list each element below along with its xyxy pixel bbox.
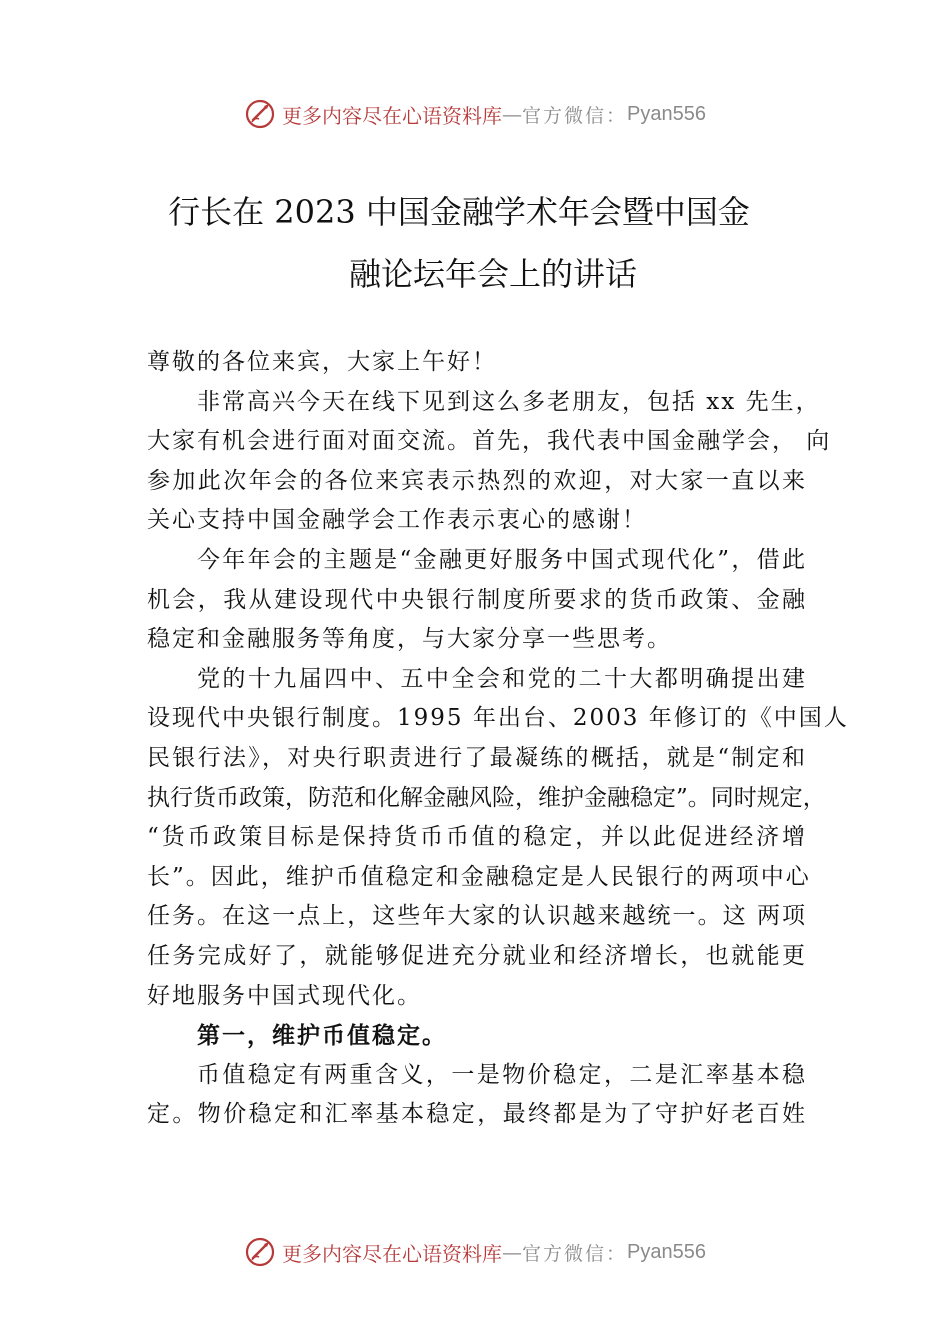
wechat-label: 官方微信： (522, 104, 628, 127)
body-line: 任务完成好了，就能够促进充分就业和经济增长，也就能更 (147, 942, 807, 969)
body-line: 党的十九届四中、五中全会和党的二十大都明确提出建 (197, 665, 807, 692)
document-body (147, 343, 849, 1135)
body-line: 大家有机会进行面对面交流。首先，我代表中国金融学会， 向 (147, 428, 832, 455)
body-line: 今年年会的主题是“金融更好服务中国式现代化”，借此 (197, 546, 807, 573)
header-banner (0, 94, 950, 134)
body-line: 参加此次年会的各位来宾表示热烈的欢迎，对大家一直以来 (147, 467, 807, 494)
library-logo-icon (244, 98, 276, 130)
library-logo-icon (244, 1236, 276, 1268)
library-text: 更多内容尽在心语资料库 (282, 103, 502, 128)
body-line: 币值稳定有两重含义，一是物价稳定，二是汇率基本稳 (197, 1061, 807, 1088)
body-line: 机会，我从建设现代中央银行制度所要求的货币政策、金融 (147, 586, 807, 613)
body-line: 关心支持中国金融学会工作表示衷心的感谢！ (147, 507, 647, 534)
banner-separator: — (502, 1240, 522, 1264)
body-line: 好地服务中国式现代化。 (147, 982, 422, 1009)
body-line: 民银行法》，对央行职责进行了最凝练的概括，就是“制定和 (147, 744, 807, 771)
document-title-line-2: 融论坛年会上的讲话 (348, 255, 637, 293)
section-heading: 第一，维护币值稳定。 (197, 1022, 447, 1050)
wechat-handle: Pyan556 (627, 102, 706, 125)
footer-banner (0, 1232, 950, 1272)
wechat-label: 官方微信： (522, 1242, 628, 1265)
body-line: 设现代中央银行制度。1995 年出台、2003 年修订的《中国人 (147, 705, 849, 732)
body-line: “货币政策目标是保持货币币值的稳定，并以此促进经济增 (147, 824, 807, 851)
wechat-handle: Pyan556 (627, 1240, 706, 1263)
banner-separator: — (502, 102, 522, 126)
body-line: 任务。在这一点上，这些年大家的认识越来越统一。这 两项 (147, 903, 807, 930)
library-text: 更多内容尽在心语资料库 (282, 1241, 502, 1266)
body-line: 非常高兴今天在线下见到这么多老朋友，包括 xx 先生， (197, 388, 821, 415)
document-title-line-1: 行长在 2023 中国金融学术年会暨中国金 (168, 193, 750, 231)
body-line: 长”。因此，维护币值稳定和金融稳定是人民银行的两项中心 (147, 863, 811, 890)
body-line: 定。物价稳定和汇率基本稳定，最终都是为了守护好老百姓 (147, 1101, 807, 1128)
body-line: 执行货币政策，防范和化解金融风险，维护金融稳定”。同时规定， (147, 784, 826, 811)
body-line: 稳定和金融服务等角度，与大家分享一些思考。 (147, 626, 672, 653)
body-line: 尊敬的各位来宾，大家上午好！ (147, 349, 497, 375)
